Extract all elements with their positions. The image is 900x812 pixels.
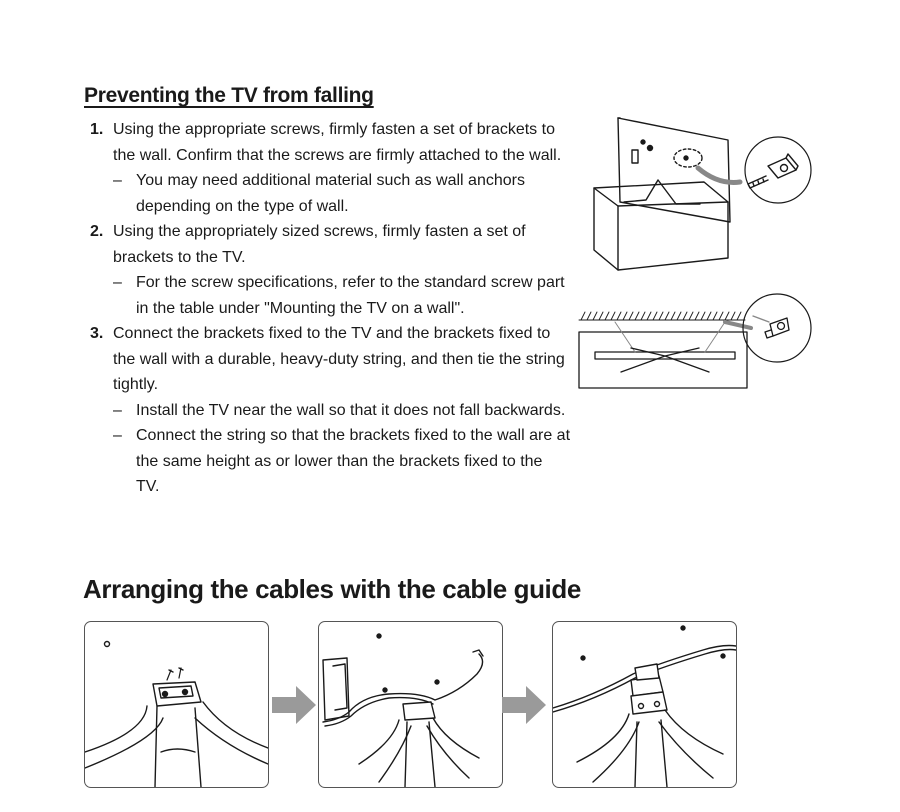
step-number: 2. bbox=[90, 223, 104, 240]
tv-bracket-illustration bbox=[588, 110, 818, 275]
tv-string-topview-illustration bbox=[575, 290, 815, 390]
note-dash: – bbox=[113, 274, 122, 291]
cable-guide-step-2-panel bbox=[318, 621, 503, 788]
note-dash: – bbox=[113, 401, 122, 419]
arrow-right-icon bbox=[502, 686, 546, 724]
step-item bbox=[90, 117, 570, 219]
cable-guide-step-1-panel bbox=[84, 621, 269, 788]
step-note bbox=[113, 423, 570, 500]
cable-guide-step-2-illustration bbox=[319, 622, 502, 787]
step-number: 1. bbox=[90, 121, 104, 138]
note-text: Install the TV near the wall so that it does not fall backwards. bbox=[136, 401, 566, 419]
instruction-steps-list bbox=[90, 117, 570, 500]
step-number: 3. bbox=[90, 325, 104, 342]
note-text: Connect the string so that the brackets fixed to the wall are at the same height as or lower than the brackets fixed to the TV. bbox=[136, 427, 571, 495]
cable-guide-step-1-illustration bbox=[85, 622, 268, 787]
step-note bbox=[113, 168, 570, 219]
cable-guide-step-3-illustration bbox=[553, 622, 736, 787]
note-dash: – bbox=[113, 172, 122, 189]
note-text: You may need additional material such as wall anchors depending on the type of wall. bbox=[136, 172, 525, 215]
step-item bbox=[90, 321, 570, 500]
step-text: Using the appropriate screws, firmly fasten a set of brackets to the wall. Confirm that the screws are firmly attached to the wall. bbox=[113, 121, 562, 164]
step-note bbox=[113, 398, 570, 424]
step-text: Using the appropriately sized screws, firmly fasten a set of brackets to the TV. bbox=[113, 223, 526, 266]
step-item bbox=[90, 219, 570, 321]
arrow-right-icon bbox=[272, 686, 316, 724]
step-text: Connect the brackets fixed to the TV and the brackets fixed to the wall with a durable, heavy-duty string, and then tie the string tightly. bbox=[113, 325, 565, 393]
section-heading-cable-guide: Arranging the cables with the cable guide bbox=[83, 574, 581, 604]
step-note bbox=[113, 270, 570, 321]
note-text: For the screw specifications, refer to the standard screw part in the table under "Mounting the TV on a wall". bbox=[136, 274, 565, 317]
section-heading-preventing-fall: Preventing the TV from falling bbox=[84, 84, 374, 107]
cable-guide-step-3-panel bbox=[552, 621, 737, 788]
note-dash: – bbox=[113, 427, 122, 444]
